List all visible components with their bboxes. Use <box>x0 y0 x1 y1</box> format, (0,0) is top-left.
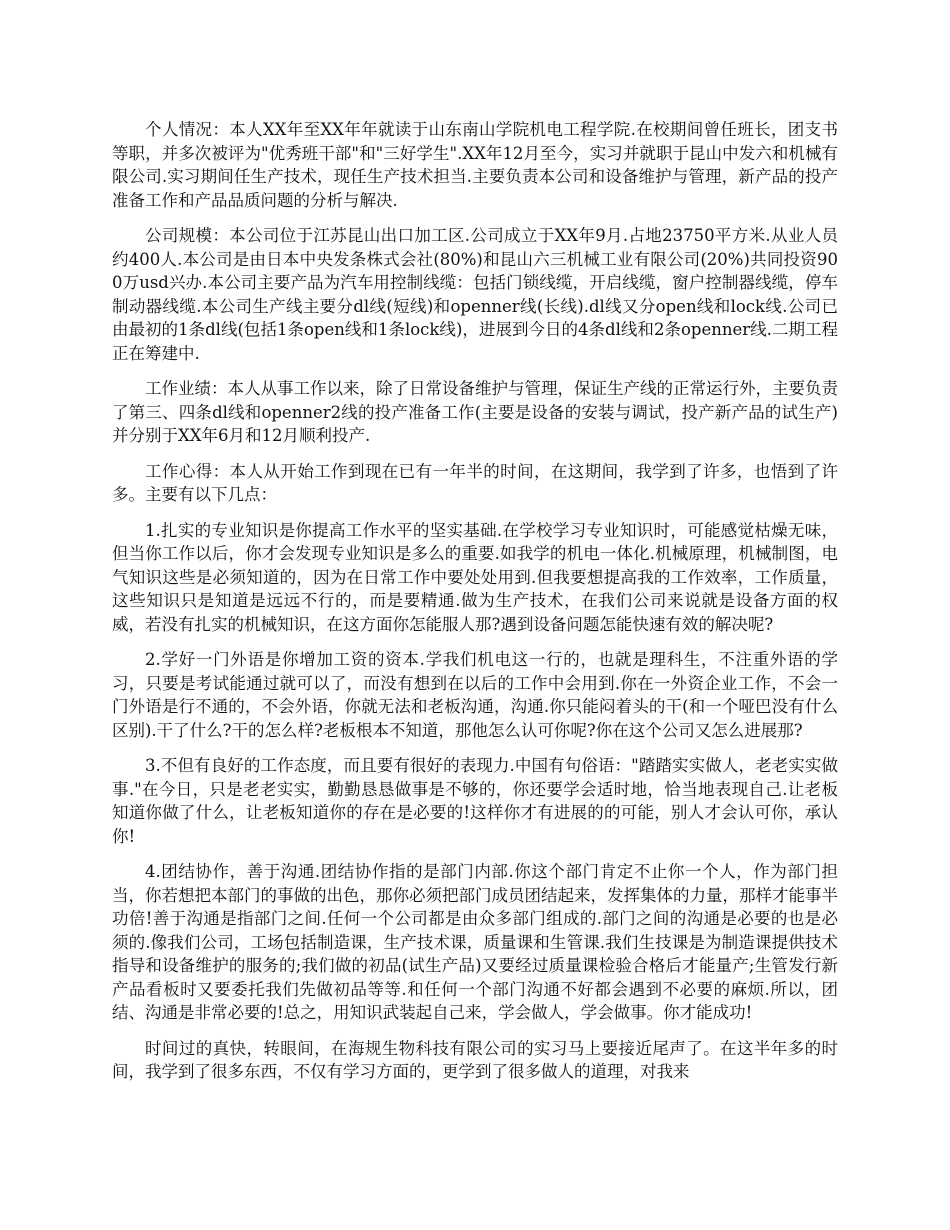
paragraph-personal-info: 个人情况：本人XX年至XX年年就读于山东南山学院机电工程学院.在校期间曾任班长，团支书等职，并多次被评为"优秀班干部"和"三好学生".XX年12月至今，实习并就职于昆山中发六和机械有限公司.实习期间任生产技术，现任生产技术担当.主要负责本公司和设备维护与管理，新产品的投产准备工作和产品品质问题的分析与解决. <box>112 120 838 210</box>
paragraph-work-achievements: 工作业绩：本人从事工作以来，除了日常设备维护与管理，保证生产线的正常运行外，主要负责了第三、四条dl线和openner2线的投产准备工作(主要是设备的安装与调试，投产新产品的试生产)并分别于XX年6月和12月顺利投产. <box>112 379 838 445</box>
paragraph-point-3: 3.不但有良好的工作态度，而且要有很好的表现力.中国有句俗语："踏踏实实做人，老老实实做事."在今日，只是老老实实，勤勤恳恳做事是不够的，你还要学会适时地，恰当地表现自己.让老板知道你做了什么，让老板知道你的存在是必要的!这样你才有进展的的可能，别人才会认可你，承认你! <box>112 756 838 846</box>
paragraph-work-insights: 工作心得：本人从开始工作到现在已有一年半的时间，在这期间，我学到了许多，也悟到了许多。主要有以下几点： <box>112 461 838 504</box>
document-body <box>112 118 838 1096</box>
paragraph-point-1: 1.扎实的专业知识是你提高工作水平的坚实基础.在学校学习专业知识时，可能感觉枯燥无味，但当你工作以后，你才会发现专业知识是多么的重要.如我学的机电一体化.机械原理，机械制图，电气知识这些是必须知道的，因为在日常工作中要处处用到.但我要想提高我的工作效率，工作质量，这些知识只是知道是远远不行的，而是要精通.做为生产技术，在我们公司来说就是设备方面的权威，若没有扎实的机械知识，在这方面你怎能服人那?遇到设备问题怎能快速有效的解决呢? <box>112 520 838 634</box>
paragraph-point-2: 2.学好一门外语是你增加工资的资本.学我们机电这一行的，也就是理科生，不注重外语的学习，只要是考试能通过就可以了，而没有想到在以后的工作中会用到.你在一外资企业工作，不会一门外语是行不通的，不会外语，你就无法和老板沟通，沟通.你只能闷着头的干(和一个哑巴没有什么区别).干了什么?干的怎么样?老板根本不知道，那他怎么认可你呢?你在这个公司又怎么进展那? <box>112 650 838 740</box>
paragraph-point-4: 4.团结协作，善于沟通.团结协作指的是部门内部.你这个部门肯定不止你一个人，作为部门担当，你若想把本部门的事做的出色，那你必须把部门成员团结起来，发挥集体的力量，那样才能事半功倍!善于沟通是指部门之间.任何一个公司都是由众多部门组成的.部门之间的沟通是必要的也是必须的.像我们公司，工场包括制造课，生产技术课，质量课和生管课.我们生技课是为制造课提供技术指导和设备维护的服务的;我们做的初品(试生产品)又要经过质量课检验合格后才能量产;生管发行新产品看板时又要委托我们先做初品等等.和任何一个部门沟通不好都会遇到不必要的麻烦.所以，团结、沟通是非常必要的!总之，用知识武装起自己来，学会做人，学会做事。你才能成功! <box>112 862 838 1022</box>
paragraph-closing: 时间过的真快，转眼间，在海规生物科技有限公司的实习马上要接近尾声了。在这半年多的时间，我学到了很多东西，不仅有学习方面的，更学到了很多做人的道理，对我来 <box>112 1038 838 1081</box>
paragraph-company-scale: 公司规模：本公司位于江苏昆山出口加工区.公司成立于XX年9月.占地23750平方米.从业人员约400人.本公司是由日本中央发条株式会社(80%)和昆山六三机械工业有限公司(20%)共同投资900万usd兴办.本公司主要产品为汽车用控制线缆：包括门锁线缆，开启线缆，窗户控制器线缆，停车制动器线缆.本公司生产线主要分dl线(短线)和openner线(长线).dl线又分open线和lock线.公司已由最初的1条dl线(包括1条open线和1条lock线)，进展到今日的4条dl线和2条openner线.二期工程正在筹建中. <box>112 226 838 363</box>
